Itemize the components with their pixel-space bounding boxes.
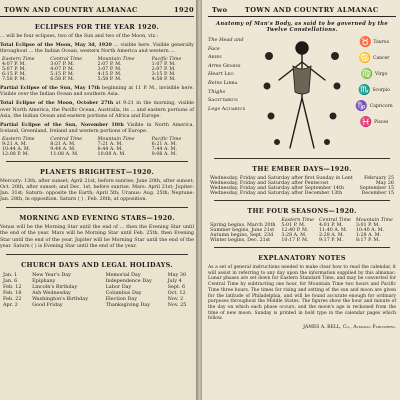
divider (214, 158, 390, 159)
cell: Election Day (105, 295, 138, 302)
stars-text: Venus will be the Morning Star until the end of ... then the Evening Star until the end of the year. Mars will be Morning Star until Feb. 25th, then Evening Star until the end of the year. Jupiter will be Morning Star until the end of the year. Saturn ( ) is Evening Star until the end of the year. (0, 225, 194, 249)
cell: 11:40 A. M. (318, 228, 348, 233)
col-eastern: Eastern Time (281, 218, 314, 223)
cell: 3:28 A. M. (281, 233, 307, 238)
body-part-label: Legs (208, 105, 221, 112)
cell: 9:08 A. M. (151, 151, 177, 157)
cell: 6:21 A. M. (151, 141, 177, 147)
holidays-title: CHURCH DAYS AND LEGAL HOLIDAYS. (21, 260, 173, 269)
col-pacific: Pacific Time (151, 57, 182, 63)
cell: 2:07 P. M. (97, 62, 122, 68)
taurus-icon: ♉ (358, 36, 372, 48)
cell: 8:17 P. M. (355, 238, 380, 243)
sign-label: Leo (224, 71, 234, 78)
cell: Nov. 25 (167, 301, 187, 308)
right-header-title: TOWN AND COUNTRY ALMANAC (244, 6, 379, 14)
eclipse-moon-may-text: ... visible here. Visible generally throughout ... the Indian Ocean, western North America and western ... (0, 43, 194, 55)
anatomy-title: Anatomy of Man's Body, as said to be governed by the Twelve Constellations. (216, 21, 388, 33)
zodiac-taurus-icon (359, 36, 389, 49)
sign-label: Gemini (222, 62, 241, 69)
body-part-label: The Head and Face (208, 37, 244, 52)
eclipse-sun-nov (0, 122, 194, 135)
cell: 10:17 P. M. (281, 238, 309, 243)
zodiac-pisces-icon (360, 116, 389, 129)
cell: 9:44 A. M. (50, 146, 76, 152)
cell: Nov. 2 (167, 295, 184, 302)
col-central: Central Time (50, 57, 83, 63)
cell: New Year's Day (32, 271, 71, 278)
table-row (208, 191, 396, 196)
list-item (208, 105, 252, 114)
cell: Columbus Day (105, 289, 142, 296)
cell: 2:07 P. M. (151, 67, 176, 73)
col-pacific: Pacific Time (151, 136, 182, 142)
cell: Wednesday, Friday and Saturday after September 14th (210, 186, 344, 191)
col-mountain: Mountain Time (355, 218, 393, 223)
left-header-title: TOWN AND COUNTRY ALMANAC (4, 6, 138, 14)
left-header-year: 1920 (174, 6, 194, 14)
cell: 10:44 A. M. (2, 146, 31, 152)
col-eastern: Eastern Time (2, 136, 35, 142)
cell: December 15 (361, 191, 394, 196)
cell: Feb. 22 (3, 295, 22, 302)
cell: February 25 (364, 176, 394, 181)
seasons-table (208, 218, 396, 243)
ember-days-table (208, 176, 396, 196)
cell: Epiphany (32, 277, 56, 284)
zodiac-label: Capricorn (369, 103, 393, 109)
zodiac-man-illustration (256, 36, 348, 154)
cell: September 15 (359, 186, 394, 191)
cell: 5:01 P. M. (281, 223, 306, 228)
cell: 1:07 P. M. (151, 62, 176, 68)
cell: Memorial Day (105, 271, 141, 278)
cell: 6:58 P. M. (50, 77, 75, 83)
list-item (208, 70, 252, 79)
body-part-label: Thighs (208, 88, 226, 95)
cell: Independence Day (105, 277, 152, 284)
col-central: Central Time (318, 218, 351, 223)
cell: Ash Wednesday (32, 289, 71, 296)
eclipse-moon-may (0, 42, 194, 55)
cancer-icon: ♋ (358, 52, 372, 64)
zodiac-capricorn-icon (355, 100, 392, 113)
eclipse-sun-nov-head: Partial Eclipse of the Sun, November 10th (0, 121, 124, 128)
eclipses-title: ECLIPSES FOR THE YEAR 1920. (34, 23, 160, 31)
eclipse-times-table-b (0, 137, 194, 157)
cell: Lincoln's Birthday (32, 283, 78, 290)
cell: 4:58 P. M. (151, 77, 176, 83)
eclipse-sun-may-head: Partial Eclipse of the Sun, May 17th (0, 85, 101, 92)
cell: Feb. 12 (3, 283, 22, 290)
cell: 8:21 A. M. (50, 141, 76, 147)
zodiac-label: Virgo (375, 71, 388, 77)
cell: 2:28 A. M. (318, 233, 345, 238)
list-item (208, 62, 252, 71)
scorpio-icon: ♏ (358, 84, 371, 96)
cell: Wednesday, Friday and Saturday after December 13th (210, 191, 343, 196)
virgo-icon: ♍ (360, 68, 374, 80)
col-mountain: Mountain Time (97, 57, 135, 63)
publisher-signature: JAMES A. BELL, Co., Almanac Publishers. (303, 325, 396, 331)
notes-title: EXPLANATORY NOTES (258, 254, 346, 262)
seasons-title: THE FOUR SEASONS—1920. (247, 207, 357, 215)
cell: 11:08 A. M. (50, 151, 79, 157)
pisces-icon: ♓ (359, 116, 373, 128)
cell: 5:58 P. M. (97, 77, 122, 83)
col-mountain: Mountain Time (97, 136, 135, 142)
cell: Feb. 18 (3, 289, 22, 296)
notes-text: As a set of general instructions needed to make clear how to read the calendar, it will assist in referring to any day upon the information supplied by this almanac. Lunar phases are set down for Eastern Standard Time, and may be converted for Central Time by subtracting one hour, for Mountain Time two hours and Pacific Time three hours. The times for rising and setting of the sun and moon are given for the latitude of Philadelphia, and will be found accurate enough for ordinary purposes throughout the Middle States. The figures show the hour and minute of the day on which each phase occurs, and the moon's age is reckoned from the time of new moon. Sunday is printed in bold type in the calendar pages which follow. (208, 265, 396, 322)
eclipse-moon-oct (0, 100, 194, 119)
divider (6, 254, 188, 255)
cell: 7:58 P. M. (2, 77, 27, 83)
cell: Sept. 6 (167, 283, 186, 290)
divider (214, 200, 390, 201)
cell: Spring begins, March 20th (210, 223, 276, 228)
cell: Autumn begins, Sept. 23d (210, 233, 274, 238)
cell: 4:07 P. M. (2, 62, 27, 68)
holidays-table (0, 272, 194, 308)
zodiac-man-icon (256, 36, 348, 154)
cell: 4:07 P. M. (50, 67, 75, 73)
table-row (0, 77, 194, 82)
cell: 4:01 P. M. (318, 223, 344, 228)
cell: 5:07 P. M. (2, 67, 27, 73)
eclipse-sun-may-text: beginning at 11 P. M., invisible here. Visible over the Indian Ocean and southern Asia. (0, 86, 194, 98)
cell: 1:28 A. M. (355, 233, 382, 238)
cell: 5:15 P. M. (50, 72, 75, 78)
divider (214, 247, 390, 248)
cell: Wednesday, Friday and Saturday after Pentecost (210, 181, 329, 186)
eclipse-times-table-a (0, 57, 194, 82)
left-page (0, 0, 198, 400)
cell: Washington's Birthday (32, 295, 88, 302)
cell: Good Friday (32, 301, 63, 308)
ember-title: THE EMBER DAYS—1920. (252, 165, 352, 173)
list-item (208, 79, 252, 88)
table-row (208, 238, 396, 243)
cell: Jan. 6 (3, 277, 18, 284)
stars-title: MORNING AND EVENING STARS—1920. (19, 214, 175, 223)
cell: 3:15 P. M. (151, 72, 176, 78)
cell: Jan. 1 (3, 271, 18, 278)
anatomy-figure (208, 36, 396, 154)
body-part-label: Heart (208, 71, 223, 78)
zodiac-cancer-icon (359, 52, 390, 65)
eclipse-intro: ... will be four eclipses, two of the Sun and two of the Moon, viz.: (0, 34, 159, 39)
zodiac-virgo-icon (361, 68, 388, 81)
sign-label: Aries (208, 54, 222, 61)
cell: 9:17 P. M. (318, 238, 344, 243)
cell: 12:40 P. M. (281, 228, 309, 233)
cell: Wednesday, Friday and Saturday after first Sunday in Lent (210, 176, 353, 181)
sign-label: Sagittarius (208, 97, 238, 104)
sign-label: Libra (223, 79, 238, 86)
cell: Winter begins, Dec. 21st (210, 238, 271, 243)
table-row (0, 302, 194, 308)
zodiac-label: Cancer (373, 55, 390, 61)
cell: 3:07 P. M. (97, 67, 122, 73)
cell: 4:15 P. M. (97, 72, 122, 78)
col-eastern: Eastern Time (2, 57, 35, 63)
cell: July 4 (167, 277, 182, 284)
eclipse-sun-may (0, 85, 194, 98)
cell: 10:40 A. M. (355, 228, 385, 233)
cell: 3:01 P. M. (355, 223, 380, 228)
cell: Labor Day (105, 283, 132, 290)
cell: 10:08 A. M. (97, 151, 126, 157)
eclipse-moon-oct-head: Total Eclipse of the Moon, October 27th (0, 100, 114, 107)
cell: May 26 (375, 181, 394, 186)
right-header-page: Two (212, 6, 228, 14)
right-running-header (208, 4, 396, 17)
planets-text: Mercury: 13th, after sunset; April 21st, before sunrise; June 20th, after sunset; Oct. 20th, after sunset; and Dec. 1st, before sunrise. Mars: April 21st; Jupiter: Jan. 31st; Saturn: opposite the Earth; April 5th; Uranus: Aug. 25th; Neptune: Jan. 28th, in opposition. Saturn ( ) , Feb. 20th, at opposition. (0, 178, 194, 203)
left-running-header (0, 4, 194, 17)
list-item (208, 36, 252, 62)
cell: Oct. 12 (167, 289, 186, 296)
zodiac-label: Scorpio (372, 87, 390, 93)
cell: Summer begins, June 21st (210, 228, 275, 233)
zodiac-label: Pisces (374, 119, 389, 125)
cell: 6:15 P. M. (2, 72, 27, 78)
cell: Thanksgiving Day (105, 301, 150, 308)
cell: 8:44 A. M. (97, 146, 123, 152)
zodiac-scorpio-icon (358, 84, 390, 97)
cell: 7:44 A. M. (151, 146, 177, 152)
body-part-label: Reins (208, 79, 223, 86)
cell: May 30 (167, 271, 187, 278)
capricorn-icon: ♑ (355, 100, 368, 112)
eclipse-moon-may-head: Total Eclipse of the Moon, May 3d, 1920 (0, 42, 112, 49)
col-central: Central Time (50, 136, 83, 142)
eclipse-sun-nov-text: Visible in North America, Iceland, Greenland, Ireland and western portions of Europe. (0, 122, 194, 134)
cell: 12:08 P. M. (2, 151, 30, 157)
cell: 3:07 P. M. (50, 62, 75, 68)
divider (6, 207, 188, 208)
divider (6, 161, 188, 162)
planets-title: PLANETS BRIGHTEST—1920. (39, 167, 155, 176)
right-page (202, 0, 400, 400)
zodiac-symbols (352, 36, 396, 154)
body-part-list (208, 36, 252, 154)
cell: Apr. 2 (3, 301, 18, 308)
list-item (208, 88, 252, 105)
sign-label: Aquarius (221, 105, 246, 112)
eclipse-moon-oct-text: at 9:21 in the morning, visible over North America, the Pacific Ocean, Australia, its ... and eastern portions of Asia, the Indian Ocean and eastern portions of Africa and Europe. (0, 101, 194, 119)
body-part-label: Arms (208, 62, 222, 69)
zodiac-label: Taurus (373, 39, 390, 45)
cell: 7:21 A. M. (97, 141, 123, 147)
table-row (0, 152, 194, 157)
cell: 9:21 A. M. (2, 141, 28, 147)
